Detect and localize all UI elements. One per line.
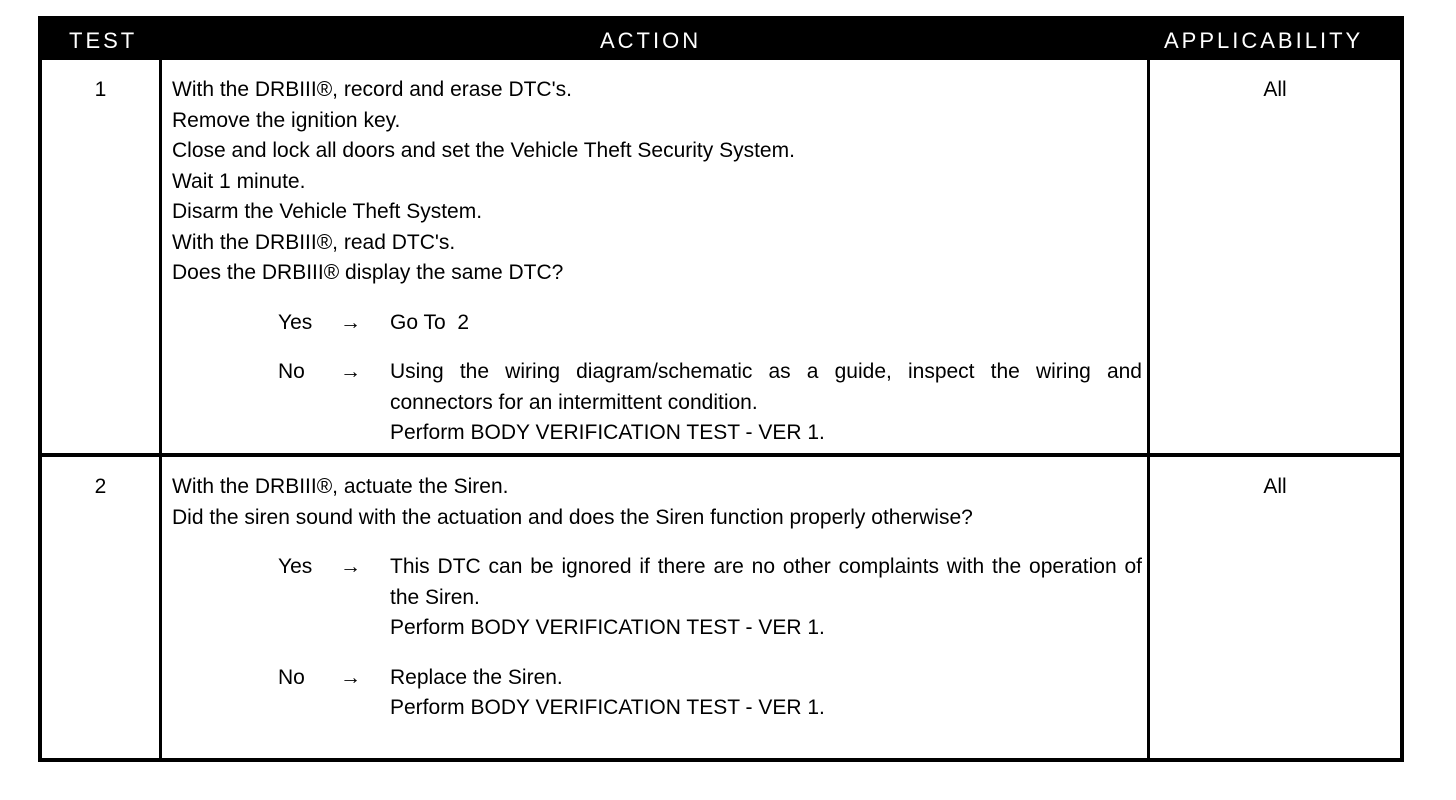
test-number: 2 (94, 475, 107, 498)
test-cell-1 (42, 60, 159, 453)
header-applicability: APPLICABILITY (1164, 28, 1364, 53)
no-label: No (278, 360, 305, 383)
no-text: Replace the Siren. (390, 665, 563, 689)
yes-text: Perform BODY VERIFICATION TEST - VER 1. (390, 616, 825, 639)
yes-text: Go To 2 (390, 310, 469, 334)
applicability-value: All (1263, 475, 1287, 498)
action-step: With the DRBIII®, record and erase DTC's. (172, 78, 572, 101)
action-step: With the DRBIII®, read DTC's. (172, 230, 456, 254)
action-step: Did the siren sound with the actuation and does the Siren function properly otherwise? (172, 505, 973, 529)
action-cell-2 (162, 457, 1147, 758)
applicability-cell-2 (1150, 457, 1400, 758)
yes-label: Yes (278, 555, 313, 578)
no-text: Perform BODY VERIFICATION TEST - VER 1. (390, 696, 825, 719)
yes-response (172, 552, 1140, 644)
action-step: Does the DRBIII® display the same DTC? (172, 261, 564, 284)
test-cell-2 (42, 457, 159, 758)
action-step: Close and lock all doors and set the Vehicle Theft Security System. (172, 139, 795, 162)
applicability-cell-1 (1150, 60, 1400, 453)
action-step: Wait 1 minute. (172, 169, 306, 193)
arrow-right-icon: → (340, 310, 361, 334)
applicability-value: All (1263, 78, 1287, 101)
arrow-right-icon: → (340, 555, 361, 578)
no-text: Using the wiring diagram/schematic as a guide, inspect the wiring and connectors for an intermittent condition. (390, 360, 1142, 414)
no-response (172, 663, 1140, 724)
arrow-right-icon: → (340, 360, 361, 383)
action-step: Remove the ignition key. (172, 108, 401, 132)
yes-response (172, 308, 1140, 339)
yes-label: Yes (278, 310, 313, 334)
no-response (172, 357, 1140, 449)
header-test: TEST (69, 28, 138, 53)
yes-text: This DTC can be ignored if there are no other complaints with the operation of the Siren. (390, 555, 1142, 609)
header-action: ACTION (600, 28, 702, 53)
action-step: Disarm the Vehicle Theft System. (172, 200, 483, 223)
action-cell-1 (162, 60, 1147, 453)
action-step: With the DRBIII®, actuate the Siren. (172, 475, 509, 498)
test-number: 1 (94, 78, 107, 101)
no-label: No (278, 665, 305, 689)
arrow-right-icon: → (340, 665, 361, 689)
diagnostic-table (38, 16, 1404, 762)
table-header (42, 20, 1400, 60)
no-text: Perform BODY VERIFICATION TEST - VER 1. (390, 421, 825, 444)
